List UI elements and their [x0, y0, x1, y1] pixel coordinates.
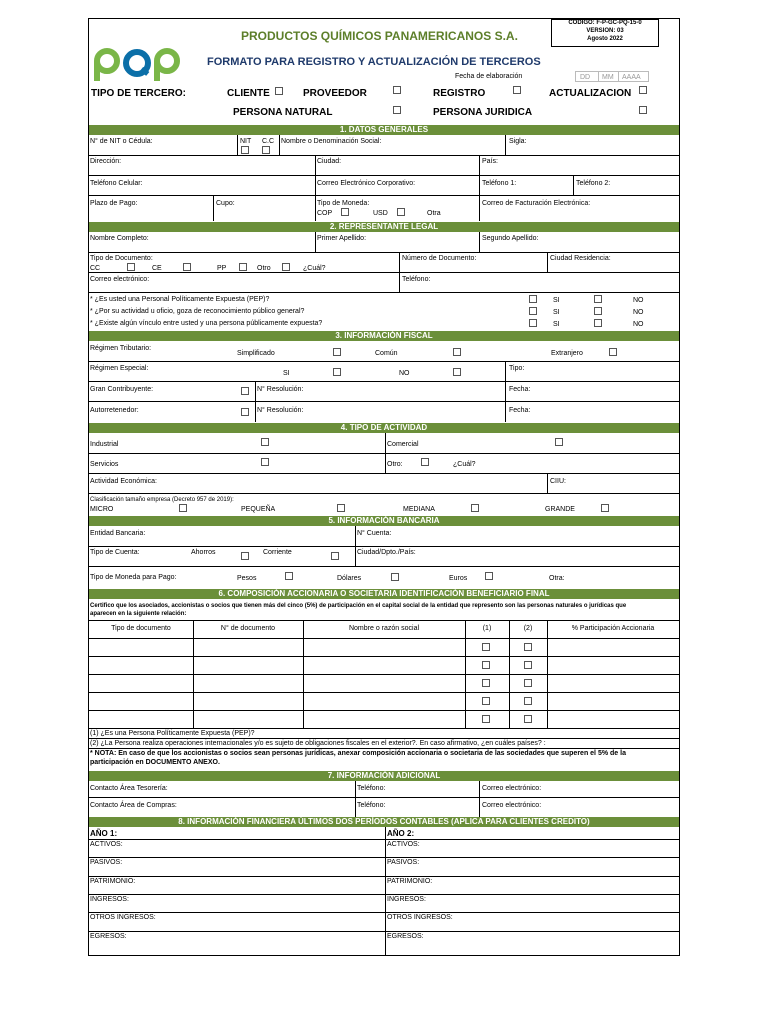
date-box[interactable]: [575, 71, 649, 82]
table-column-rule: [465, 620, 466, 728]
cc-label: CC: [90, 265, 101, 272]
ce-checkbox[interactable]: [183, 263, 191, 271]
date-mm: MM: [602, 74, 614, 81]
registro-checkbox[interactable]: [513, 86, 521, 94]
regimen-especial-no-checkbox[interactable]: [453, 368, 461, 376]
nombre-social-label: Nombre o Denominación Social:: [281, 138, 382, 145]
corriente-checkbox[interactable]: [331, 552, 339, 560]
nombre-completo-label: Nombre Completo:: [90, 235, 149, 242]
actualizacion-label: ACTUALIZACION: [549, 88, 632, 99]
section-1-header: 1. DATOS GENERALES: [89, 125, 679, 135]
ahorros-checkbox[interactable]: [241, 552, 249, 560]
financial-rule: [89, 931, 679, 932]
shareholder-table: [89, 620, 679, 728]
pep3-si-label: SI: [553, 321, 560, 328]
ano-2-label: AÑO 2:: [387, 829, 415, 838]
certificacion-text-2: aparecen en la siguiente relación:: [90, 611, 187, 617]
table-rule: [89, 656, 679, 657]
servicios-label: Servicios: [90, 461, 119, 468]
correo-facturacion-label: Correo de Facturación Electrónica:: [482, 200, 591, 207]
table-column-rule: [509, 620, 510, 728]
otra-moneda-pago-label: Otra:: [549, 575, 565, 582]
date-aaaa: AAAA: [622, 74, 641, 81]
tipo-tercero-label: TIPO DE TERCERO:: [91, 88, 187, 99]
ciudad-banco-label: Ciudad/Dpto./País:: [357, 549, 416, 556]
international-row-checkbox[interactable]: [524, 661, 532, 669]
pep-row-checkbox[interactable]: [482, 643, 490, 651]
pep2-no-checkbox[interactable]: [594, 307, 602, 315]
financial-rule: [89, 876, 679, 877]
autorretenedor-checkbox[interactable]: [241, 408, 249, 416]
extranjero-checkbox[interactable]: [609, 348, 617, 356]
simplificado-checkbox[interactable]: [333, 348, 341, 356]
pep-question-1: * ¿Es usted una Personal Políticamente Expuesta (PEP)?: [90, 296, 270, 303]
correo-rep-label: Correo electrónico:: [90, 276, 150, 283]
cupo-label: Cupo:: [216, 200, 235, 207]
telefono-tesoreria-label: Teléfono:: [357, 785, 386, 792]
telefono2-label: Teléfono 2:: [576, 180, 611, 187]
section-2-header: 2. REPRESENTANTE LEGAL: [89, 222, 679, 232]
clasificacion-empresa-label: Clasificación tamaño empresa (Decreto 957 de 2019):: [90, 497, 234, 503]
financial-divider: [385, 827, 386, 955]
industrial-label: Industrial: [90, 441, 119, 448]
cc-rep-checkbox[interactable]: [127, 263, 135, 271]
regimen-especial-si-checkbox[interactable]: [333, 368, 341, 376]
financial-row-ano2: OTROS INGRESOS:: [387, 914, 453, 922]
entidad-bancaria-label: Entidad Bancaria:: [90, 530, 146, 537]
pep1-no-label: NO: [633, 297, 644, 304]
financial-row-ano1: EGRESOS:: [90, 932, 127, 940]
international-row-checkbox[interactable]: [524, 643, 532, 651]
financial-row-ano1: OTROS INGRESOS:: [90, 914, 156, 922]
correo-tesoreria-label: Correo electrónico:: [482, 785, 542, 792]
pep-question-2: * ¿Por su actividad u oficio, goza de reconocimiento público general?: [90, 308, 305, 315]
dolares-label: Dólares: [337, 575, 362, 582]
registration-form: [88, 18, 680, 956]
nota-operaciones-internacionales: (2) ¿La Persona realiza operaciones internacionales y/o es sujeto de obligaciones fiscales en el exterior?. En caso afirmativo, ¿en cuáles países? :: [90, 740, 546, 747]
certificacion-text-1: Certifico que los asociados, accionistas o socios que tienen más del cinco (5%) de participación en el capital social de la entidad que represento son las personas naturales o jurídicas que: [90, 603, 627, 609]
cc-short-label: C.C: [262, 138, 275, 145]
persona-natural-checkbox[interactable]: [393, 106, 401, 114]
financial-row-ano1: PATRIMONIO:: [90, 877, 136, 885]
pesos-checkbox[interactable]: [285, 572, 293, 580]
otro-actividad-checkbox[interactable]: [421, 458, 429, 466]
pep3-si-checkbox[interactable]: [529, 319, 537, 327]
tipo-documento-label: Tipo de Documento:: [90, 255, 153, 262]
regimen-tributario-label: Régimen Tributario:: [90, 345, 152, 352]
dolares-checkbox[interactable]: [391, 573, 399, 581]
comun-label: Común: [375, 350, 398, 357]
financial-row-ano1: INGRESOS:: [90, 895, 129, 903]
telefono1-label: Teléfono 1:: [482, 180, 517, 187]
gran-contribuyente-label: Gran Contribuyente:: [90, 386, 154, 393]
financial-rule: [89, 912, 679, 913]
pqp-logo: [93, 47, 181, 81]
pep2-si-label: SI: [553, 309, 560, 316]
servicios-checkbox[interactable]: [261, 458, 269, 466]
telefono-rep-label: Teléfono:: [402, 276, 431, 283]
tipo-regimen-label: Tipo:: [509, 365, 525, 372]
cual-doc-label: ¿Cuál?: [303, 265, 326, 272]
mediana-label: MEDIANA: [403, 506, 435, 513]
gran-contribuyente-checkbox[interactable]: [241, 387, 249, 395]
grande-label: GRANDE: [545, 506, 575, 513]
segundo-apellido-label: Segundo Apellido:: [482, 235, 539, 242]
document-code-box: [551, 19, 659, 47]
document-code: CODIGO: F-P-GC-PQ-15-0: [568, 20, 642, 26]
table-rule: [89, 674, 679, 675]
cop-checkbox[interactable]: [341, 208, 349, 216]
table-rule: [89, 692, 679, 693]
financial-row-ano2: PASIVOS:: [387, 859, 420, 867]
section-5-header: 5. INFORMACIÓN BANCARIA: [89, 516, 679, 526]
pesos-label: Pesos: [237, 575, 257, 582]
column-header: % Participación Accionaria: [571, 625, 655, 632]
pep2-si-checkbox[interactable]: [529, 307, 537, 315]
cliente-checkbox[interactable]: [275, 87, 283, 95]
micro-checkbox[interactable]: [179, 504, 187, 512]
section-7-header: 7. INFORMACIÓN ADICIONAL: [89, 771, 679, 781]
otro-doc-checkbox[interactable]: [282, 263, 290, 271]
otro-doc-label: Otro: [257, 265, 271, 272]
regimen-especial-si-label: SI: [283, 370, 290, 377]
simplificado-label: Simplificado: [237, 350, 275, 357]
financial-row-ano1: ACTIVOS:: [90, 841, 123, 848]
financial-row-ano2: ACTIVOS:: [387, 841, 420, 848]
resolucion-gc-label: N° Resolución:: [257, 386, 304, 393]
ce-label: CE: [152, 265, 162, 272]
column-header: N° de documento: [220, 625, 276, 632]
company-name: PRODUCTOS QUÍMICOS PANAMERICANOS S.A.: [241, 29, 518, 43]
pep-row-checkbox[interactable]: [482, 715, 490, 723]
euros-checkbox[interactable]: [485, 572, 493, 580]
pp-checkbox[interactable]: [239, 263, 247, 271]
form-title: FORMATO PARA REGISTRO Y ACTUALIZACIÓN DE TERCEROS: [207, 56, 541, 68]
column-header: Tipo de documento: [111, 625, 171, 632]
direccion-label: Dirección:: [90, 158, 122, 165]
table-column-rule: [547, 620, 548, 728]
pep3-no-label: NO: [633, 321, 644, 328]
ahorros-label: Ahorros: [191, 549, 216, 556]
moneda-pago-label: Tipo de Moneda para Pago:: [90, 574, 177, 581]
financial-row-ano2: INGRESOS:: [387, 895, 426, 903]
cliente-label: CLIENTE: [227, 88, 270, 99]
section-4-header: 4. TIPO DE ACTIVIDAD: [89, 423, 679, 433]
document-date: Agosto 2022: [587, 36, 623, 42]
financial-rule: [89, 839, 679, 840]
column-header: (2): [523, 625, 533, 632]
resolucion-ar-label: N° Resolución:: [257, 407, 304, 414]
industrial-checkbox[interactable]: [261, 438, 269, 446]
pep3-no-checkbox[interactable]: [594, 319, 602, 327]
table-column-rule: [303, 620, 304, 728]
fecha-gc-label: Fecha:: [509, 386, 531, 393]
fecha-elaboracion-label: Fecha de elaboración: [455, 73, 523, 80]
pep-row-checkbox[interactable]: [482, 661, 490, 669]
pep-row-checkbox[interactable]: [482, 679, 490, 687]
ciudad-label: Ciudad:: [317, 158, 342, 165]
financial-table: [89, 827, 679, 955]
international-row-checkbox[interactable]: [524, 715, 532, 723]
cop-label: COP: [317, 210, 333, 217]
tipo-cuenta-label: Tipo de Cuenta:: [90, 549, 140, 556]
pep-row-checkbox[interactable]: [482, 697, 490, 705]
pep2-no-label: NO: [633, 309, 644, 316]
nota-accionistas-juridicos-2: participación en DOCUMENTO ANEXO.: [90, 759, 220, 766]
correo-compras-label: Correo electrónico:: [482, 802, 542, 809]
international-row-checkbox[interactable]: [524, 679, 532, 687]
pep1-si-label: SI: [553, 297, 560, 304]
regimen-especial-no-label: NO: [399, 370, 410, 377]
financial-rule: [89, 894, 679, 895]
primer-apellido-label: Primer Apellido:: [317, 235, 367, 242]
fecha-ar-label: Fecha:: [509, 407, 531, 414]
international-row-checkbox[interactable]: [524, 697, 532, 705]
financial-row-ano2: PATRIMONIO:: [387, 877, 433, 885]
sigla-label: Sigla:: [509, 138, 527, 145]
comercial-label: Comercial: [387, 441, 419, 448]
telefono-compras-label: Teléfono:: [357, 802, 386, 809]
correo-corporativo-label: Correo Electrónico Corporativo:: [317, 180, 416, 187]
nota-pep: (1) ¿Es una Persona Políticamente Expuesta (PEP)?: [90, 730, 255, 737]
pais-label: País:: [482, 158, 498, 165]
financial-row-ano2: EGRESOS:: [387, 932, 424, 940]
section-8-header: 8. INFORMACIÓN FINANCIERA ÚLTIMOS DOS PERÍODOS CONTABLES (APLICA PARA CLIENTES CREDITO): [89, 817, 679, 827]
usd-checkbox[interactable]: [397, 208, 405, 216]
contacto-tesoreria-label: Contacto Área Tesorería:: [90, 785, 168, 792]
actividad-economica-label: Actividad Económica:: [90, 478, 157, 485]
nota-accionistas-juridicos-1: * NOTA: En caso de que los accionistas o socios sean personas jurídicas, anexar composición accionaria o societaria de las sociedades que superen el 5% de la: [90, 750, 626, 757]
nit-short-label: NIT: [240, 138, 252, 145]
proveedor-label: PROVEEDOR: [303, 88, 367, 99]
persona-juridica-label: PERSONA JURIDICA: [433, 107, 533, 118]
pp-label: PP: [217, 265, 227, 272]
cc-checkbox[interactable]: [262, 146, 270, 154]
otra-moneda-label: Otra: [427, 210, 441, 217]
table-rule: [89, 638, 679, 639]
pep1-si-checkbox[interactable]: [529, 295, 537, 303]
pequena-label: PEQUEÑA: [241, 506, 276, 513]
autorretenedor-label: Autorretenedor:: [90, 407, 139, 414]
actualizacion-checkbox[interactable]: [639, 86, 647, 94]
persona-juridica-checkbox[interactable]: [639, 106, 647, 114]
ciudad-residencia-label: Ciudad Residencia:: [550, 255, 611, 262]
registro-label: REGISTRO: [433, 88, 486, 99]
mediana-checkbox[interactable]: [471, 504, 479, 512]
column-header: (1): [482, 625, 492, 632]
usd-label: USD: [373, 210, 388, 217]
ciiu-label: CIIU:: [550, 478, 566, 485]
pequena-checkbox[interactable]: [337, 504, 345, 512]
comun-checkbox[interactable]: [453, 348, 461, 356]
plazo-pago-label: Plazo de Pago:: [90, 200, 138, 207]
micro-label: MICRO: [90, 506, 114, 513]
numero-documento-label: Número de Documento:: [402, 255, 477, 262]
numero-cuenta-label: N° Cuenta:: [357, 530, 392, 537]
corriente-label: Corriente: [263, 549, 292, 556]
table-column-rule: [193, 620, 194, 728]
comercial-checkbox[interactable]: [555, 438, 563, 446]
regimen-especial-label: Régimen Especial:: [90, 365, 149, 372]
section-6-header: 6. COMPOSICIÓN ACCIONARIA O SOCIETARIA IDENTIFICACIÓN BENEFICIARIO FINAL: [89, 589, 679, 599]
cual-actividad-label: ¿Cuál?: [453, 461, 476, 468]
euros-label: Euros: [449, 575, 468, 582]
nit-label: N° de NIT o Cédula:: [90, 138, 153, 145]
section-3-header: 3. INFORMACIÓN FISCAL: [89, 331, 679, 341]
ano-1-label: AÑO 1:: [90, 829, 118, 838]
date-dd: DD: [580, 74, 591, 81]
grande-checkbox[interactable]: [601, 504, 609, 512]
financial-row-ano1: PASIVOS:: [90, 859, 123, 867]
column-header: Nombre o razón social: [348, 625, 420, 632]
pep-question-3: * ¿Existe algún vínculo entre usted y una persona públicamente expuesta?: [90, 320, 323, 327]
financial-rule: [89, 857, 679, 858]
proveedor-checkbox[interactable]: [393, 86, 401, 94]
table-rule: [89, 710, 679, 711]
otro-actividad-label: Otro:: [387, 461, 403, 468]
contacto-compras-label: Contacto Área de Compras:: [90, 802, 177, 809]
pep1-no-checkbox[interactable]: [594, 295, 602, 303]
nit-checkbox[interactable]: [241, 146, 249, 154]
document-version: VERSION: 03: [586, 28, 624, 34]
tipo-moneda-label: Tipo de Moneda:: [317, 200, 370, 207]
telefono-celular-label: Teléfono Celular:: [90, 180, 143, 187]
extranjero-label: Extranjero: [551, 350, 583, 357]
persona-natural-label: PERSONA NATURAL: [233, 107, 333, 118]
